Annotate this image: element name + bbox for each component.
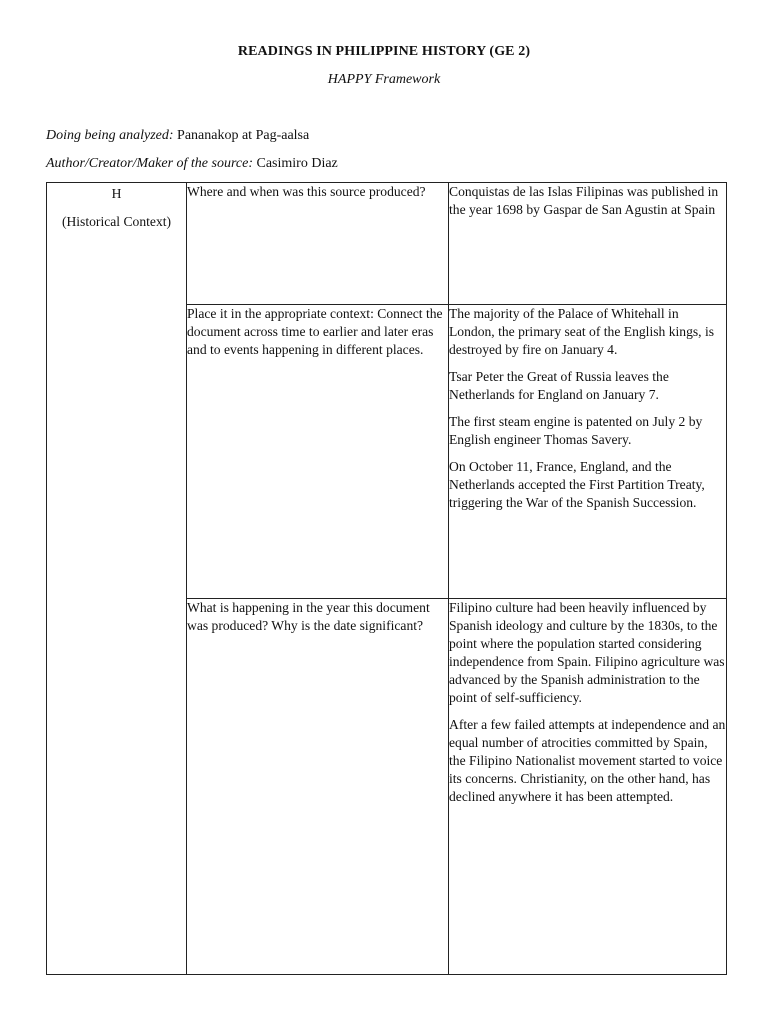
document-subtitle: HAPPY Framework (327, 72, 441, 87)
happy-framework-table (46, 182, 727, 975)
section-name: (Historical Context) (61, 214, 172, 229)
answer-paragraph: Filipino culture had been heavily influenced by Spanish ideology and culture by the 1830s, to the point where the population started considering independence from Spain. Filipino agriculture was advanced by the Spanish administration to the point of self-sufficiency. (449, 600, 725, 705)
document-analyzed-label: Doing being analyzed: (46, 128, 174, 143)
question-text: What is happening in the year this document was produced? Why is the date significant? (187, 600, 430, 633)
author-value: Casimiro Diaz (256, 156, 338, 171)
document-analyzed-value: Pananakop at Pag-aalsa (177, 128, 310, 143)
section-label-cell (47, 183, 187, 975)
answer-paragraph: The majority of the Palace of Whitehall in London, the primary seat of the English kings, is destroyed by fire on January 4. (449, 306, 715, 357)
answer-cell (449, 183, 727, 305)
question-text: Place it in the appropriate context: Connect the document across time to earlier and later eras and to events happening in different places. (187, 306, 443, 357)
author-label: Author/Creator/Maker of the source: (46, 156, 253, 171)
answer-paragraph: The first steam engine is patented on July 2 by English engineer Thomas Savery. (449, 414, 703, 447)
author-line (46, 156, 338, 172)
document-title: READINGS IN PHILIPPINE HISTORY (GE 2) (237, 44, 531, 59)
answer-cell (449, 599, 727, 975)
document-analyzed-line (46, 128, 309, 144)
question-cell (187, 599, 449, 975)
question-cell (187, 183, 449, 305)
question-cell (187, 305, 449, 599)
section-letter: H (111, 186, 122, 201)
answer-cell (449, 305, 727, 599)
question-text: Where and when was this source produced? (187, 184, 426, 199)
answer-paragraph: Tsar Peter the Great of Russia leaves the Netherlands for England on January 7. (449, 369, 669, 402)
table-row (47, 183, 727, 305)
answer-paragraph: Conquistas de las Islas Filipinas was published in the year 1698 by Gaspar de San Agustin at Spain (449, 184, 719, 217)
answer-paragraph: After a few failed attempts at independence and an equal number of atrocities committed by Spain, the Filipino Nationalist movement started to voice its concerns. Christianity, on the other hand, has declined anywhere it has been attempted. (449, 717, 726, 804)
answer-paragraph: On October 11, France, England, and the Netherlands accepted the First Partition Treaty, triggering the War of the Spanish Succession. (449, 459, 705, 510)
